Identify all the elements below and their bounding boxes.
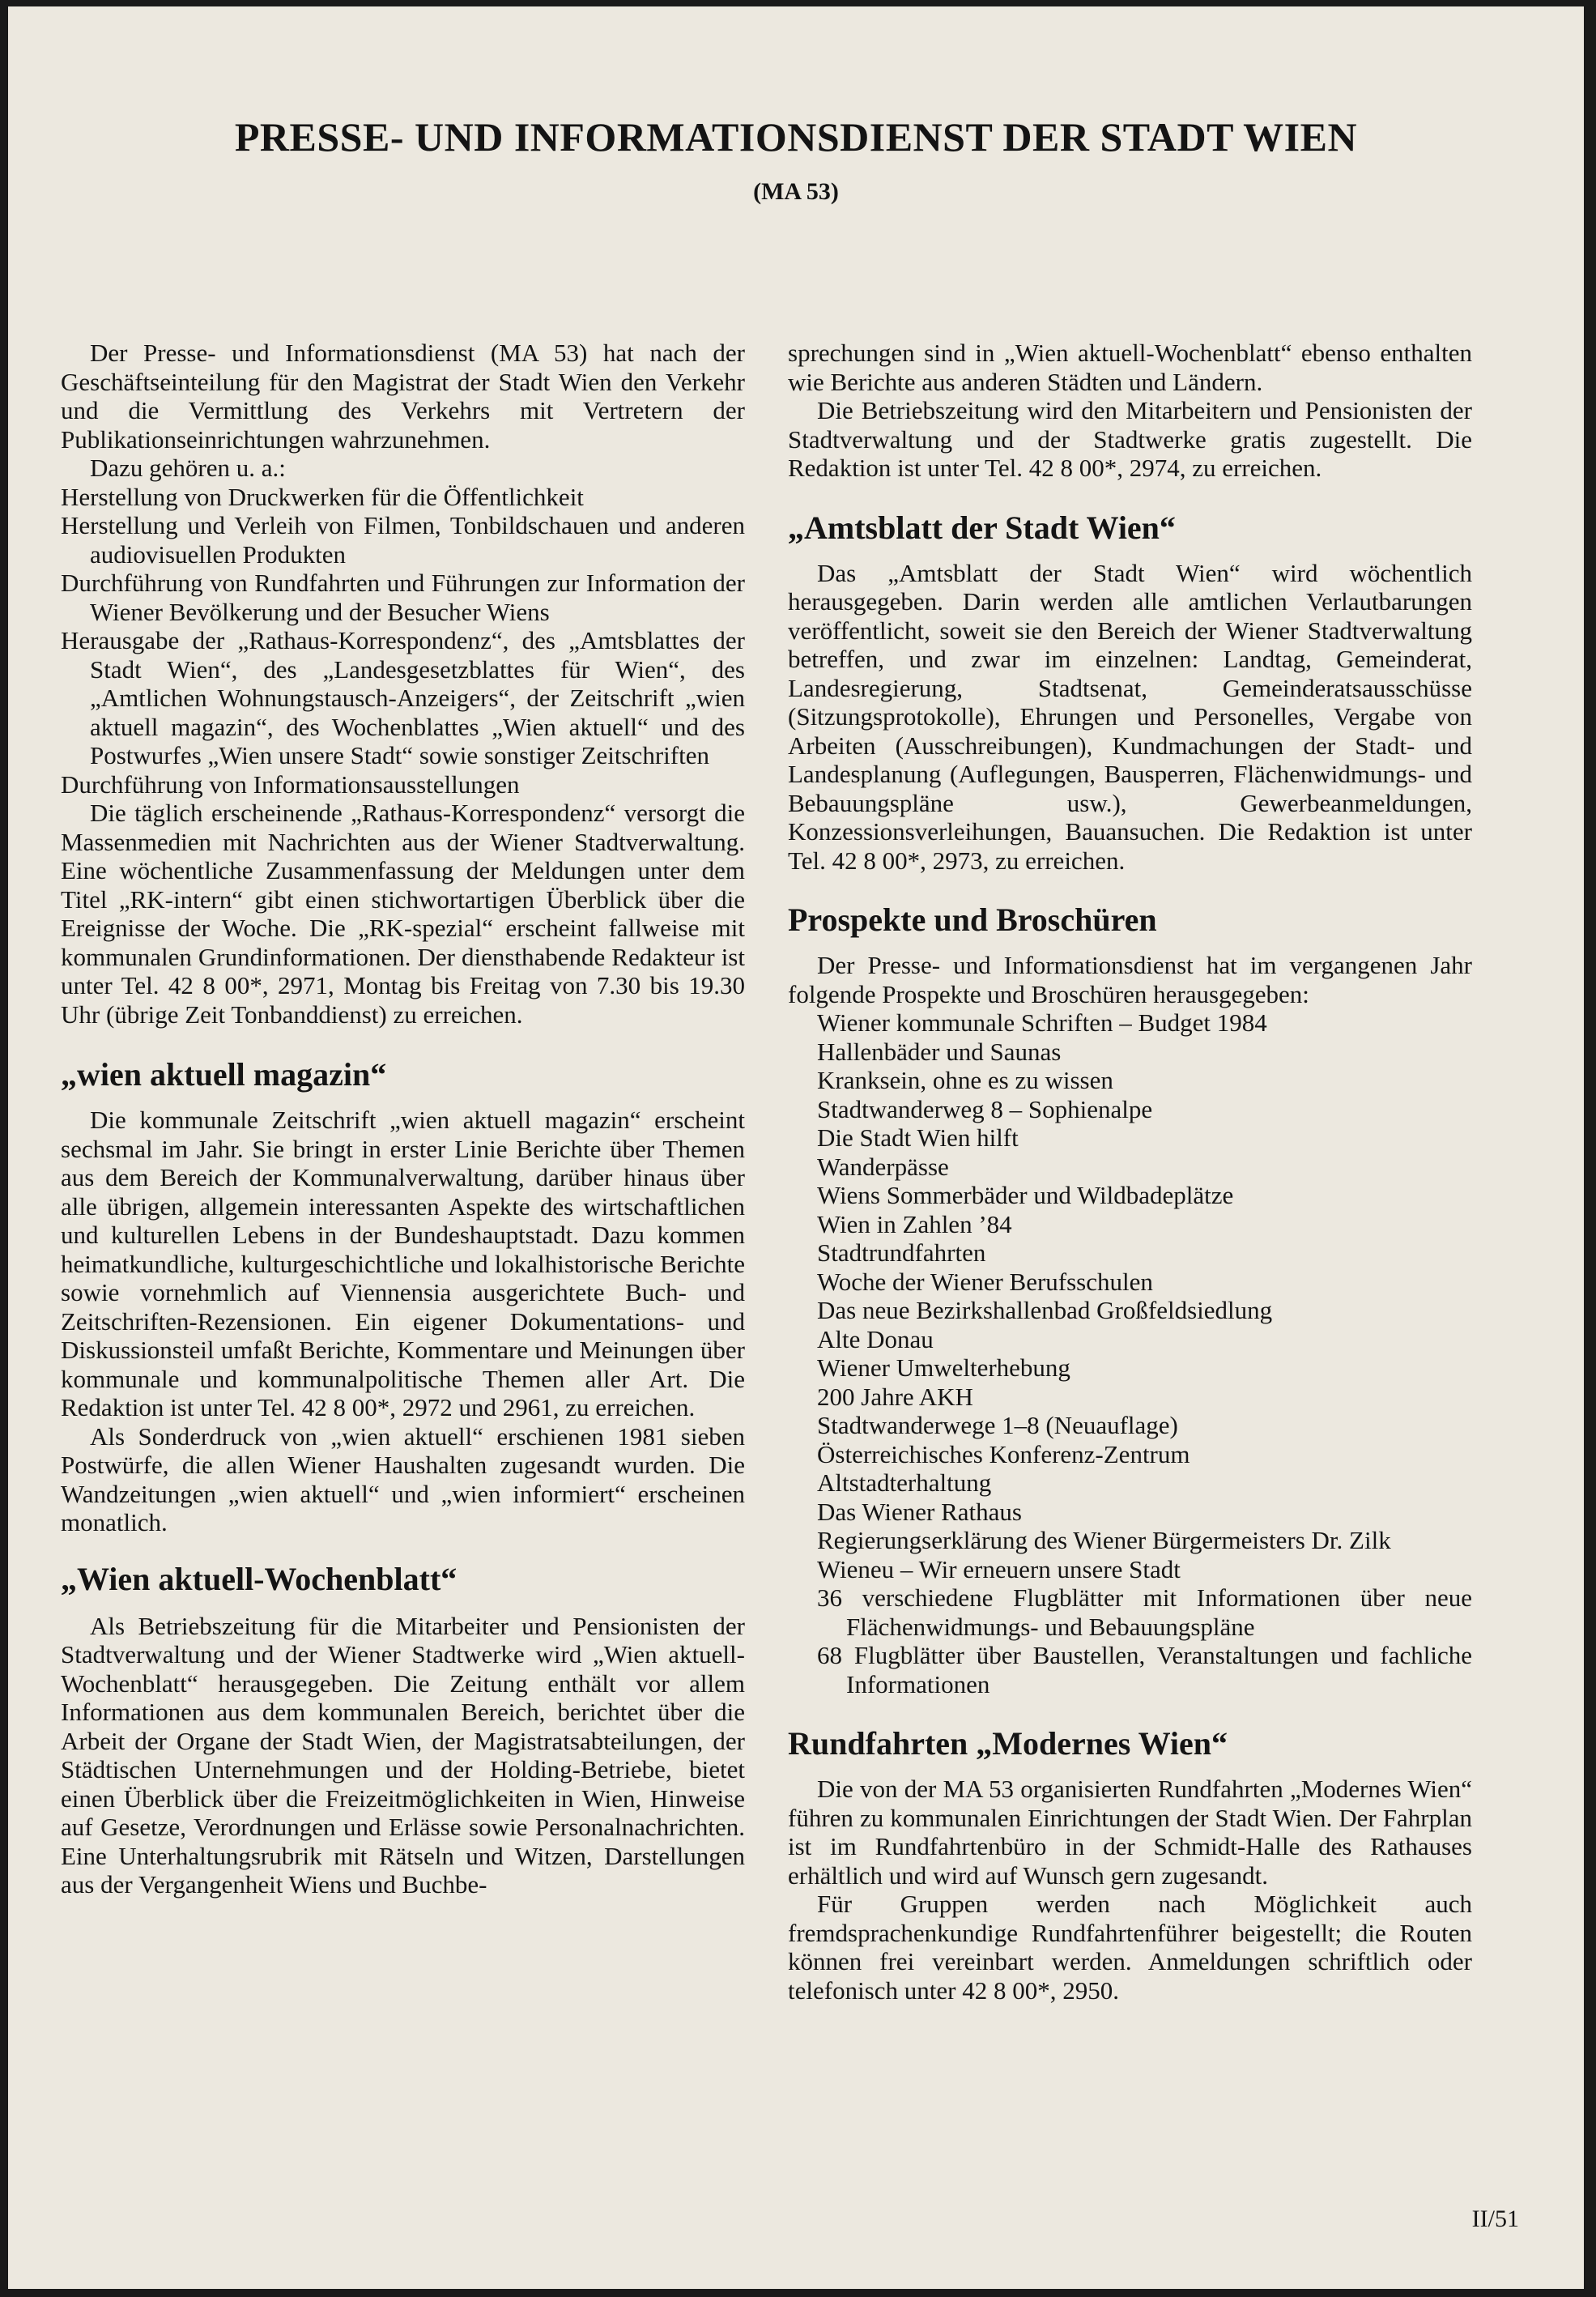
right-column [788,339,1472,2005]
wochenblatt-paragraph-continued: sprechungen sind in „Wien aktuell-Wochenblatt“ ebenso enthalten wie Berichte aus anderen Städten und Ländern. [788,339,1472,396]
list-item: 200 Jahre AKH [817,1382,973,1411]
list-item: Alte Donau [817,1324,934,1353]
amtsblatt-paragraph: Das „Amtsblatt der Stadt Wien“ wird wöchentlich herausgegeben. Darin werden alle amtlichen Verlautbarungen veröffentlicht, soweit sie den Bereich der Wiener Stadtverwaltung betreffen, und zwar im einzelnen: Landtag, Gemeinderat, Landesregierung, Stadtsenat, Gemeinderatsausschüsse (Sitzungsprotokolle), Ehrungen und Personelles, Vergabe von Arbeiten (Ausschreibungen), Kundmachungen der Stadt- und Landesplanung (Auflegungen, Bausperren, Flächenwidmungs- und Bebauungspläne usw.), Gewerbeanmeldungen, Konzessionsverleihungen, Bauansuchen. Die Redaktion ist unter Tel. 42 8 00*, 2973, zu erreichen. [788,558,1472,875]
magazin-paragraph: Die kommunale Zeitschrift „wien aktuell magazin“ erscheint sechsmal im Jahr. Sie bringt in erster Linie Berichte über Themen aus dem Bereich der Kommunalverwaltung, darüber hinaus über alle übrigen, allgemein interessanten Aspekte des wirtschaftlichen und kulturellen Lebens in der Bundeshauptstadt. Dazu kommen heimatkundliche, kulturgeschichtliche und lokalhistorische Berichte sowie vornehmlich auf Viennensia ausgerichtete Buch- und Zeitschriften-Rezensionen. Ein eigener Dokumentations- und Diskussionsteil umfaßt Berichte, Kommentare und Meinungen über kommunale und kommunalpolitische Themen aller Art. Die Redaktion ist unter Tel. 42 8 00*, 2972 und 2961, zu erreichen. [61,1106,745,1421]
section-heading-rundfahrten: Rundfahrten „Modernes Wien“ [788,1725,1228,1762]
section-heading-wochenblatt: „Wien aktuell-Wochenblatt“ [61,1560,458,1597]
page-subtitle: (MA 53) [753,178,839,205]
page-number: II/51 [1471,2205,1519,2232]
list-item: Stadtrundfahrten [817,1238,986,1267]
list-item: 36 verschiedene Flugblätter mit Informationen über neue Flächenwidmungs- und Bebauungspläne [817,1583,1472,1641]
task-item: Herstellung und Verleih von Filmen, Tonbildschauen und anderen audiovisuellen Produkten [61,511,745,569]
list-item: Stadtwanderwege 1–8 (Neuauflage) [817,1411,1178,1439]
list-item: Die Stadt Wien hilft [817,1123,1019,1152]
task-item: Durchführung von Rundfahrten und Führungen zur Information der Wiener Bevölkerung und der Besucher Wiens [61,569,745,626]
wochenblatt-paragraph: Die Betriebszeitung wird den Mitarbeitern und Pensionisten der Stadtverwaltung und der Stadtwerke gratis zugestellt. Die Redaktion ist unter Tel. 42 8 00*, 2974, zu erreichen. [788,396,1472,482]
task-item: Herstellung von Druckwerken für die Öffentlichkeit [61,482,584,511]
list-item: Wien in Zahlen ’84 [817,1209,1012,1238]
prospekte-paragraph: Der Presse- und Informationsdienst hat im vergangenen Jahr folgende Prospekte und Broschüren herausgegeben: [788,951,1472,1008]
list-item: Wiener Umwelterhebung [817,1353,1070,1382]
list-item: Wiener kommunale Schriften – Budget 1984 [817,1008,1267,1037]
list-item: Österreichisches Konferenz-Zentrum [817,1439,1190,1468]
page-title: PRESSE- UND INFORMATIONSDIENST DER STADT WIEN [234,114,1358,160]
section-heading-prospekte: Prospekte und Broschüren [788,901,1157,938]
task-item: Durchführung von Informationsausstellungen [61,769,520,799]
section-heading-magazin: „wien aktuell magazin“ [61,1056,387,1093]
list-item: Das neue Bezirkshallenbad Großfeldsiedlung [817,1296,1273,1324]
rundfahrten-paragraph: Für Gruppen werden nach Möglichkeit auch fremdsprachenkundige Rundfahrtenführer beigestellt; die Routen können frei vereinbart werden. Anmeldungen schriftlich oder telefonisch unter 42 8 00*, 2950. [788,1890,1472,2005]
list-item: Stadtwanderweg 8 – Sophienalpe [817,1094,1153,1123]
list-item: Regierungserklärung des Wiener Bürgermeisters Dr. Zilk [817,1526,1391,1554]
document-page [8,6,1584,2289]
intro-lead: Dazu gehören u. a.: [90,454,286,482]
magazin-paragraph: Als Sonderdruck von „wien aktuell“ erschienen 1981 sieben Postwürfe, die allen Wiener Haushalten zugesandt wurden. Die Wandzeitungen „wien aktuell“ und „wien informiert“ erscheinen monatlich. [61,1421,745,1536]
list-item: Woche der Wiener Berufsschulen [817,1267,1153,1296]
list-item: Altstadterhaltung [817,1468,992,1497]
wochenblatt-paragraph: Als Betriebszeitung für die Mitarbeiter und Pensionisten der Stadtverwaltung und der Wiener Stadtwerke wird „Wien aktuell-Wochenblatt“ herausgegeben. Die Zeitung enthält vor allem Informationen aus dem kommunalen Bereich, berichtet über die Arbeit der Organe der Stadt Wien, der Magistratsabteilungen, der Städtischen Unternehmungen und der Holding-Betriebe, bietet einen Überblick über die Freizeitmöglichkeiten in Wien, Hinweise auf Gesetze, Verordnungen und Erlässe sowie Personalnachrichten. Eine Unterhaltungsrubrik mit Rätseln und Witzen, Darstellungen aus der Vergangenheit Wiens und Buchbe- [61,1611,745,1899]
task-item: Herausgabe der „Rathaus-Korrespondenz“, des „Amtsblattes der Stadt Wien“, des „Landesgesetzblattes für Wien“, des „Amtlichen Wohnungstausch-Anzeigers“, der Zeitschrift „wien aktuell magazin“, des Wochenblattes „Wien aktuell“ und des Postwurfes „Wien unsere Stadt“ sowie sonstiger Zeitschriften [61,626,745,769]
left-column [61,339,745,1899]
intro-paragraph: Der Presse- und Informationsdienst (MA 53) hat nach der Geschäftseinteilung für den Magistrat der Stadt Wien den Verkehr und die Vermittlung des Verkehrs mit Vertretern der Publikationseinrichtungen wahrzunehmen. [61,339,745,454]
list-item: Wieneu – Wir erneuern unsere Stadt [817,1554,1181,1583]
section-heading-amtsblatt: „Amtsblatt der Stadt Wien“ [788,509,1176,546]
rathaus-korrespondenz-paragraph: Die täglich erscheinende „Rathaus-Korrespondenz“ versorgt die Massenmedien mit Nachrichten aus der Wiener Stadtverwaltung. Eine wöchentliche Zusammenfassung der Meldungen unter dem Titel „RK-intern“ gibt einen stichwortartigen Überblick über die Ereignisse der Woche. Die „RK-spezial“ erscheint fallweise mit kommunalen Grundinformationen. Der diensthabende Redakteur ist unter Tel. 42 8 00*, 2971, Montag bis Freitag von 7.30 bis 19.30 Uhr (übrige Zeit Tonbanddienst) zu erreichen. [61,799,745,1029]
rundfahrten-paragraph: Die von der MA 53 organisierten Rundfahrten „Modernes Wien“ führen zu kommunalen Einrichtungen der Stadt Wien. Der Fahrplan ist im Rundfahrtenbüro in der Schmidt-Halle des Rathauses erhältlich und wird auf Wunsch gern zugesandt. [788,1775,1472,1890]
list-item: Das Wiener Rathaus [817,1497,1022,1526]
list-item: 68 Flugblätter über Baustellen, Veranstaltungen und fachliche Informationen [817,1641,1472,1698]
list-item: Wanderpässe [817,1152,949,1181]
list-item: Kranksein, ohne es zu wissen [817,1066,1113,1094]
brochure-list [788,1008,1472,1698]
list-item: Wiens Sommerbäder und Wildbadeplätze [817,1181,1234,1209]
list-item: Hallenbäder und Saunas [817,1037,1062,1066]
